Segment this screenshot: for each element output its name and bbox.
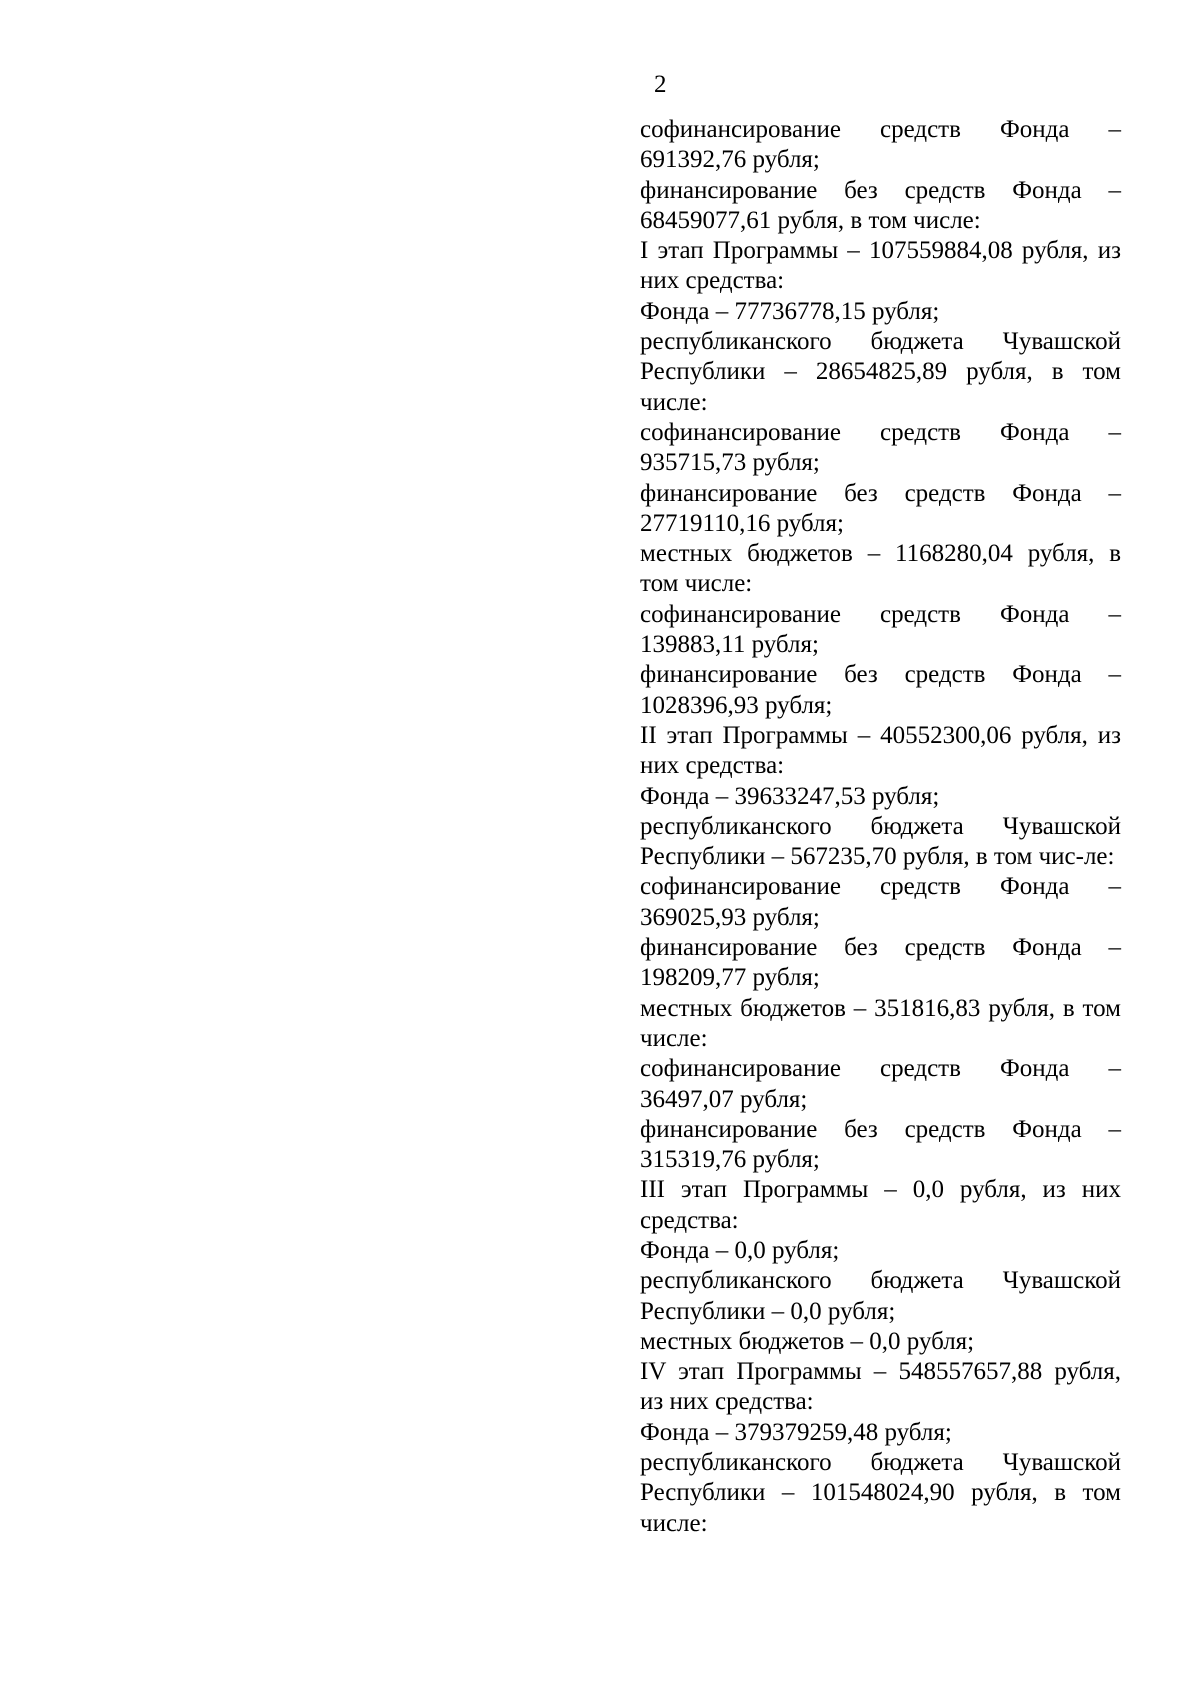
paragraph: софинансирование средств Фонда – 139883,11 рубля;: [640, 600, 1121, 659]
document-body: [640, 115, 1121, 1539]
paragraph: местных бюджетов – 1168280,04 рубля, в том числе:: [640, 540, 1121, 598]
paragraph: финансирование без средств Фонда – 315319,76 рубля;: [640, 1115, 1121, 1174]
paragraph: республиканского бюджета Чувашской Республики – 101548024,90 рубля, в том числе:: [640, 1449, 1121, 1537]
paragraph: софинансирование средств Фонда – 691392,76 рубля;: [640, 116, 1121, 174]
paragraph: Фонда – 0,0 рубля;: [640, 1236, 840, 1264]
paragraph: Фонда – 39633247,53 рубля;: [640, 782, 940, 810]
paragraph: II этап Программы – 40552300,06 рубля, из них средства:: [640, 721, 1121, 780]
paragraph: республиканского бюджета Чувашской Республики – 28654825,89 рубля, в том числе:: [640, 328, 1121, 416]
paragraph: местных бюджетов – 0,0 рубля;: [640, 1327, 975, 1355]
paragraph: местных бюджетов – 351816,83 рубля, в том числе:: [640, 994, 1121, 1052]
paragraph: софинансирование средств Фонда – 369025,93 рубля;: [640, 873, 1121, 931]
paragraph: I этап Программы – 107559884,08 рубля, из них средства:: [640, 237, 1121, 295]
paragraph: финансирование без средств Фонда – 1028396,93 рубля;: [640, 661, 1121, 719]
paragraph: финансирование без средств Фонда – 68459077,61 рубля, в том числе:: [640, 176, 1121, 234]
paragraph: софинансирование средств Фонда – 36497,07 рубля;: [640, 1055, 1121, 1113]
page-number: 2: [654, 71, 667, 98]
paragraph: софинансирование средств Фонда – 935715,73 рубля;: [640, 418, 1121, 477]
paragraph: Фонда – 379379259,48 рубля;: [640, 1418, 952, 1446]
paragraph: IV этап Программы – 548557657,88 рубля, из них средства:: [640, 1358, 1121, 1416]
paragraph: III этап Программы – 0,0 рубля, из них средства:: [640, 1176, 1121, 1234]
paragraph: финансирование без средств Фонда – 27719110,16 рубля;: [640, 479, 1121, 537]
paragraph: финансирование без средств Фонда – 198209,77 рубля;: [640, 934, 1121, 992]
paragraph: Фонда – 77736778,15 рубля;: [640, 297, 940, 325]
paragraph: республиканского бюджета Чувашской Республики – 0,0 рубля;: [640, 1267, 1121, 1325]
paragraph: республиканского бюджета Чувашской Республики – 567235,70 рубля, в том чис-ле:: [640, 812, 1121, 871]
